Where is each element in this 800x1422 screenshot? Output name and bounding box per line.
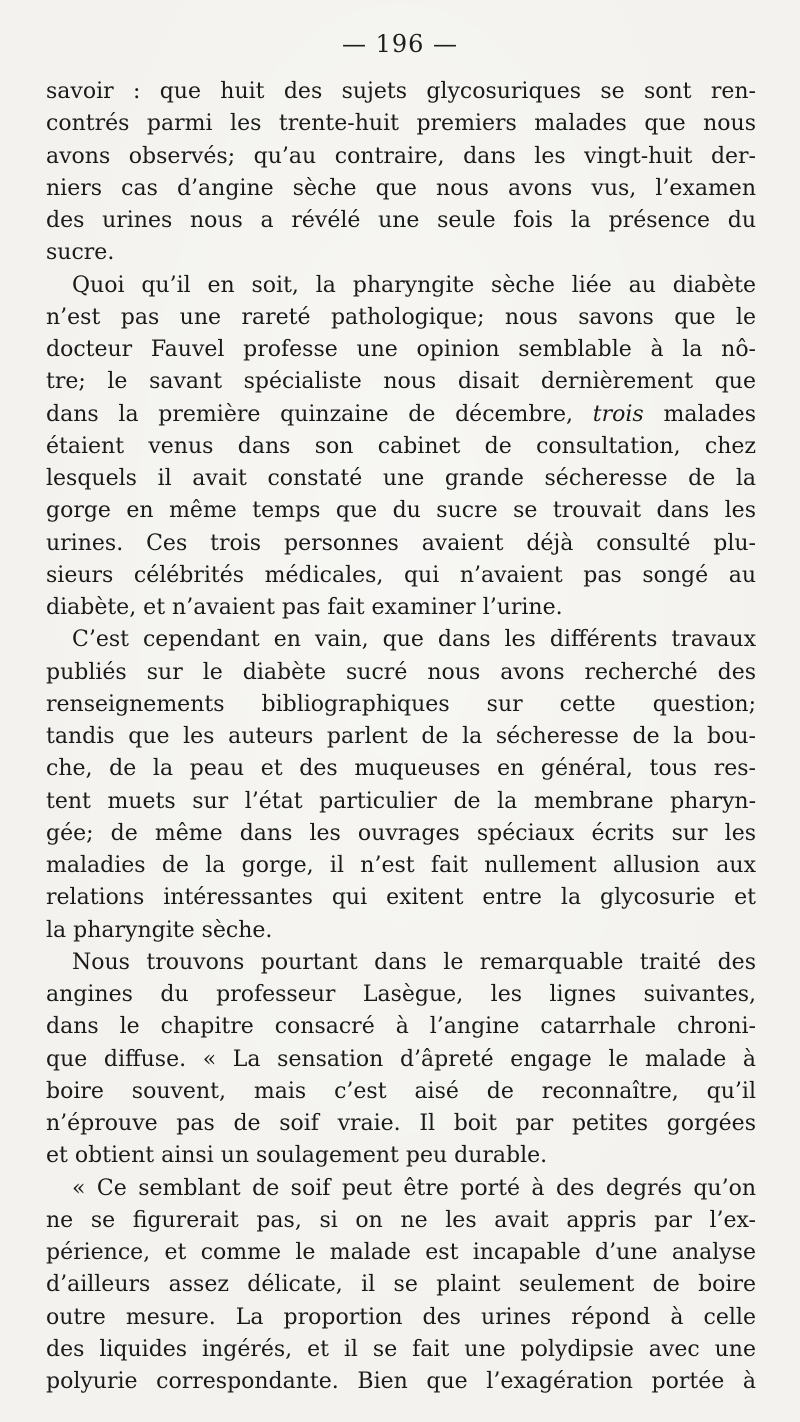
text-line: che, de la peau et des muqueuses en général, tous res-: [46, 756, 756, 782]
text-line: niers cas d’angine sèche que nous avons vus, l’examen: [46, 175, 756, 201]
text-line: relations intéressantes qui exitent entre la glycosurie et: [46, 885, 756, 911]
text-line: renseignements bibliographiques sur cette question;: [46, 691, 756, 717]
text-fragment: dans la première quinzaine de décembre,: [46, 401, 574, 427]
text-line: étaient venus dans son cabinet de consultation, chez: [46, 433, 756, 459]
text-line: boire souvent, mais c’est aisé de reconnaître, qu’il: [46, 1078, 756, 1104]
text-line: outre mesure. La proportion des urines répond à celle: [46, 1304, 756, 1330]
text-line: lesquels il avait constaté une grande sécheresse de la: [46, 466, 756, 491]
text-fragment: malades: [663, 401, 756, 427]
text-line: savoir : que huit des sujets glycosuriques se sont ren-: [46, 79, 756, 104]
text-line: docteur Fauvel professe une opinion semblable à la nô-: [46, 337, 756, 362]
text-line: n’est pas une rareté pathologique; nous savons que le: [46, 304, 756, 330]
text-line: sieurs célébrités médicales, qui n’avaient pas songé au: [46, 562, 756, 588]
text-line: la pharyngite sèche.: [46, 917, 273, 943]
text-line: tent muets sur l’état particulier de la membrane pharyn-: [46, 788, 756, 814]
page-number: — 196 —: [341, 30, 459, 58]
text-line: gée; de même dans les ouvrages spéciaux écrits sur les: [46, 820, 756, 846]
text-line: que diffuse. « La sensation d’âpreté engage le malade à: [46, 1046, 756, 1072]
text-line: C’est cependant en vain, que dans les différents travaux: [72, 627, 756, 653]
text-line: « Ce semblant de soif peut être porté à des degrés qu’on: [72, 1175, 756, 1201]
text-line: ne se figurerait pas, si on ne les avait appris par l’ex-: [46, 1207, 756, 1233]
text-line: dans le chapitre consacré à l’angine catarrhale chroni-: [46, 1014, 756, 1040]
text-line: contrés parmi les trente-huit premiers malades que nous: [46, 111, 756, 137]
text-line: des liquides ingérés, et il se fait une polydipsie avec une: [46, 1336, 756, 1362]
italic-word: trois: [592, 401, 644, 427]
text-line: Nous trouvons pourtant dans le remarquable traité des: [72, 949, 756, 975]
text-line: n’éprouve pas de soif vraie. Il boit par petites gorgées: [46, 1111, 756, 1136]
text-line: et obtient ainsi un soulagement peu durable.: [46, 1143, 548, 1169]
text-line: tandis que les auteurs parlent de la sécheresse de la bou-: [46, 724, 756, 749]
text-line: tre; le savant spécialiste nous disait dernièrement que: [46, 369, 756, 395]
body-text: [46, 76, 756, 1398]
text-line-mixed: [46, 399, 756, 431]
text-line: avons observés; qu’au contraire, dans les vingt-huit der-: [46, 143, 756, 169]
text-line: angines du professeur Lasègue, les lignes suivantes,: [46, 982, 756, 1007]
text-line: gorge en même temps que du sucre se trouvait dans les: [46, 498, 756, 524]
text-line: Quoi qu’il en soit, la pharyngite sèche liée au diabète: [72, 272, 756, 298]
text-line: sucre.: [46, 240, 115, 266]
text-line: diabète, et n’avaient pas fait examiner l’urine.: [46, 595, 563, 620]
text-line: périence, et comme le malade est incapable d’une analyse: [46, 1240, 756, 1265]
text-line: publiés sur le diabète sucré nous avons recherché des: [46, 659, 756, 685]
text-line: maladies de la gorge, il n’est fait nullement allusion aux: [46, 853, 756, 878]
text-line: d’ailleurs assez délicate, il se plaint seulement de boire: [46, 1272, 756, 1298]
text-line: polyurie correspondante. Bien que l’exagération portée à: [46, 1369, 756, 1394]
text-line: urines. Ces trois personnes avaient déjà consulté plu-: [46, 530, 756, 556]
text-line: des urines nous a révélé une seule fois la présence du: [46, 208, 756, 233]
